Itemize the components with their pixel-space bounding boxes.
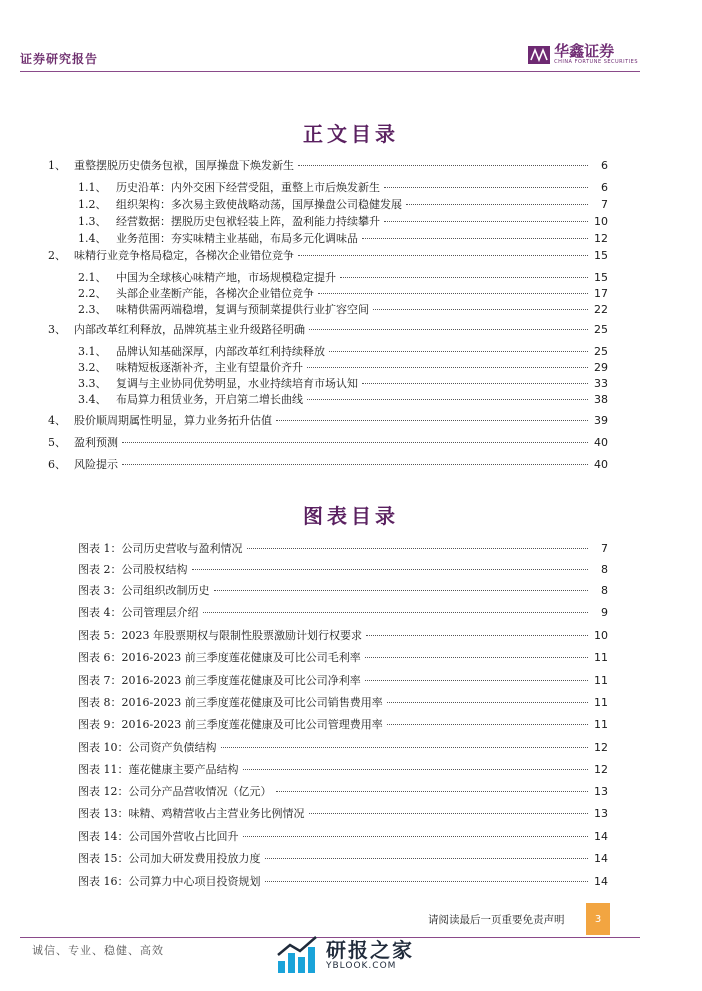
figure-entry[interactable]: 图表 4：公司管理层介绍 9	[78, 606, 608, 619]
header-divider	[20, 71, 640, 72]
toc-entry[interactable]: 2.2、 头部企业垄断产能，各梯次企业错位竞争 17	[78, 287, 608, 300]
toc-entry[interactable]: 1.2、 组织架构：多次易主致使战略动荡，国厚操盘公司稳健发展 7	[78, 198, 608, 211]
logo-cn-text: 华鑫证券	[554, 42, 615, 60]
figure-entry[interactable]: 图表 15：公司加大研发费用投放力度 14	[78, 852, 608, 865]
page-number: 3	[586, 903, 610, 935]
watermark	[276, 935, 414, 975]
toc-entry[interactable]: 5、 盈利预测 40	[48, 436, 608, 449]
toc-entry[interactable]: 2.3、 味精供需两端稳增，复调与预制菜提供行业扩容空间 22	[78, 303, 608, 316]
toc-entry[interactable]: 3.2、 味精短板逐渐补齐，主业有望量价齐升 29	[78, 361, 608, 374]
figure-entry[interactable]: 图表 13：味精、鸡精营收占主营业务比例情况 13	[78, 807, 608, 820]
toc-entry[interactable]: 2.1、 中国为全球核心味精产地，市场规模稳定提升 15	[78, 271, 608, 284]
company-logo	[528, 44, 638, 65]
disclaimer-note: 请阅读最后一页重要免责声明	[428, 914, 565, 926]
figure-entry[interactable]: 图表 5：2023 年股票期权与限制性股票激励计划行权要求 10	[78, 629, 608, 642]
figure-entry[interactable]: 图表 8：2016-2023 前三季度莲花健康及可比公司销售费用率 11	[78, 696, 608, 709]
figures-title: 图表目录	[303, 504, 399, 528]
figure-entry[interactable]: 图表 12：公司分产品营收情况（亿元） 13	[78, 785, 608, 798]
watermark-url[interactable]: YBLOOK.COM	[326, 961, 397, 971]
toc-entry[interactable]: 1.3、 经营数据：摆脱历史包袱轻装上阵，盈利能力持续攀升 10	[78, 215, 608, 228]
figure-entry[interactable]: 图表 1：公司历史营收与盈利情况 7	[78, 542, 608, 555]
figure-entry[interactable]: 图表 10：公司资产负债结构 12	[78, 741, 608, 754]
toc-entry[interactable]: 2、 味精行业竞争格局稳定，各梯次企业错位竞争 15	[48, 249, 608, 262]
toc-entry[interactable]: 1.1、 历史沿革：内外交困下经营受阻，重整上市后焕发新生 6	[78, 181, 608, 194]
toc-entry[interactable]: 3.1、 品牌认知基础深厚，内部改革红利持续释放 25	[78, 345, 608, 358]
figure-entry[interactable]: 图表 6：2016-2023 前三季度莲花健康及可比公司毛利率 11	[78, 651, 608, 664]
figure-entry[interactable]: 图表 9：2016-2023 前三季度莲花健康及可比公司管理费用率 11	[78, 718, 608, 731]
figure-entry[interactable]: 图表 16：公司算力中心项目投资规划 14	[78, 875, 608, 888]
logo-mark-icon	[528, 46, 550, 64]
report-type-label: 证券研究报告	[20, 52, 99, 66]
toc-entry[interactable]: 3.4、 布局算力租赁业务，开启第二增长曲线 38	[78, 393, 608, 406]
figure-entry[interactable]: 图表 2：公司股权结构 8	[78, 563, 608, 576]
toc-entry[interactable]: 4、 股价顺周期属性明显，算力业务拓升估值 39	[48, 414, 608, 427]
figure-entry[interactable]: 图表 7：2016-2023 前三季度莲花健康及可比公司净利率 11	[78, 674, 608, 687]
company-motto: 诚信、专业、稳健、高效	[32, 944, 164, 957]
figure-entry[interactable]: 图表 3：公司组织改制历史 8	[78, 584, 608, 597]
toc-entry[interactable]: 3.3、 复调与主业协同优势明显，水业持续培育市场认知 33	[78, 377, 608, 390]
watermark-chart-icon	[276, 935, 320, 975]
figure-entry[interactable]: 图表 11：莲花健康主要产品结构 12	[78, 763, 608, 776]
logo-en-text: CHINA FORTUNE SECURITIES	[554, 59, 638, 65]
figure-entry[interactable]: 图表 14：公司国外营收占比回升 14	[78, 830, 608, 843]
toc-entry[interactable]: 1、 重整摆脱历史债务包袱，国厚操盘下焕发新生 6	[48, 159, 608, 172]
watermark-cn: 研报之家	[326, 938, 414, 962]
toc-title: 正文目录	[303, 122, 399, 146]
toc-entry[interactable]: 6、 风险提示 40	[48, 458, 608, 471]
toc-entry[interactable]: 3、 内部改革红利释放，品牌筑基主业升级路径明确 25	[48, 323, 608, 336]
toc-entry[interactable]: 1.4、 业务范围：夯实味精主业基础，布局多元化调味品 12	[78, 232, 608, 245]
